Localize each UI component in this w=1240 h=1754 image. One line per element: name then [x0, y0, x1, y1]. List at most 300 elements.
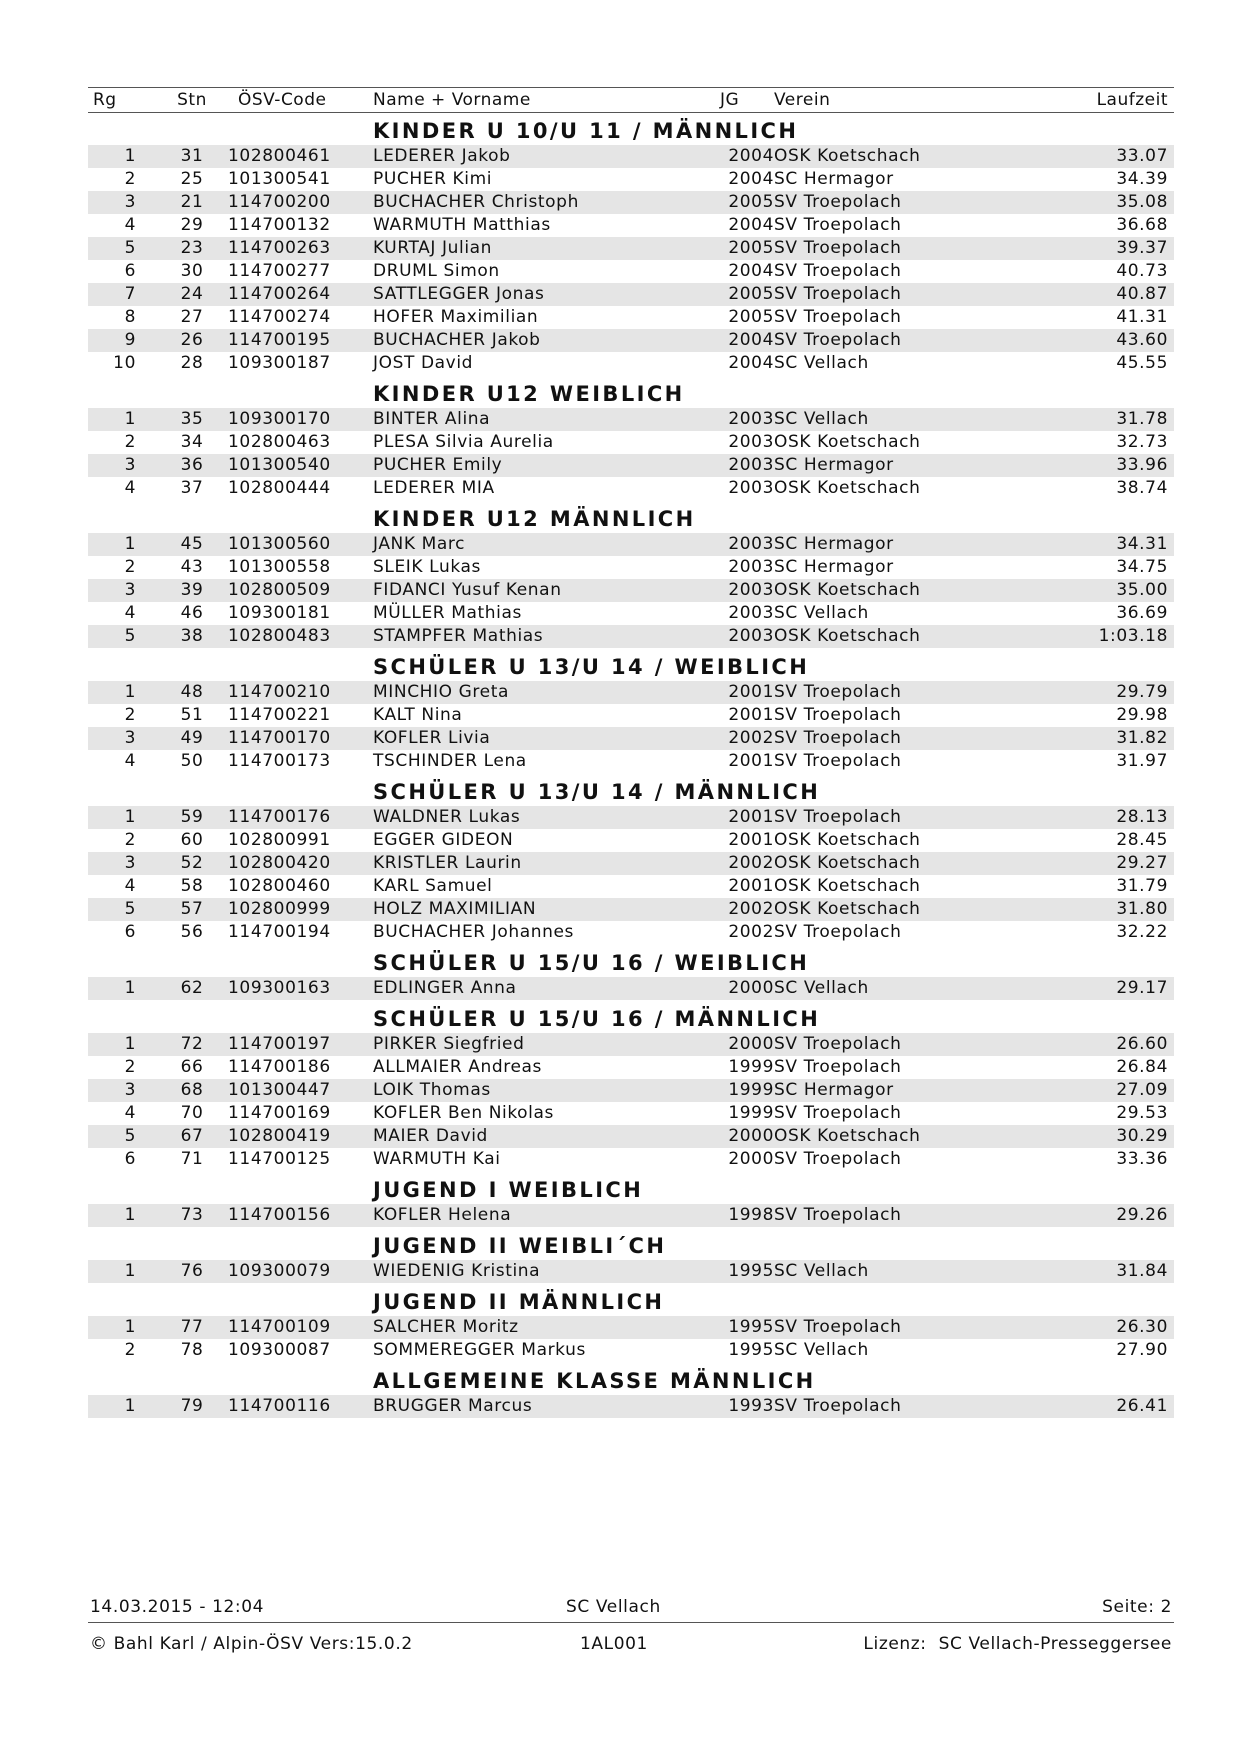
cell-code: 114700156 [228, 1205, 331, 1225]
table-row [88, 329, 1174, 352]
cell-code: 114700263 [228, 238, 331, 258]
cell-laufzeit: 34.75 [1116, 557, 1168, 577]
cell-rg: 9 [124, 330, 136, 350]
table-row [88, 556, 1174, 579]
table-row [88, 750, 1174, 773]
cell-verein: SV Troepolach [774, 1149, 902, 1169]
cell-rg: 2 [124, 705, 136, 725]
cell-name: HOLZ MAXIMILIAN [373, 899, 537, 919]
cell-laufzeit: 27.90 [1116, 1340, 1168, 1360]
cell-stn: 72 [180, 1034, 204, 1054]
cell-name: BUCHACHER Christoph [373, 192, 579, 212]
cell-rg: 1 [124, 682, 136, 702]
cell-name: STAMPFER Mathias [373, 626, 544, 646]
cell-verein: SV Troepolach [774, 307, 902, 327]
cell-laufzeit: 31.78 [1116, 409, 1168, 429]
cell-laufzeit: 32.22 [1116, 922, 1168, 942]
cell-code: 102800991 [228, 830, 331, 850]
cell-rg: 10 [113, 353, 136, 373]
cell-jg: 2005 [728, 307, 774, 327]
table-row [88, 260, 1174, 283]
cell-rg: 4 [124, 876, 136, 896]
cell-code: 114700200 [228, 192, 331, 212]
cell-name: PLESA Silvia Aurelia [373, 432, 554, 452]
cell-jg: 1995 [728, 1317, 774, 1337]
cell-name: BINTER Alina [373, 409, 491, 429]
header-name: Name + Vorname [373, 90, 531, 110]
cell-verein: SV Troepolach [774, 807, 902, 827]
cell-code: 102800509 [228, 580, 331, 600]
cell-laufzeit: 40.73 [1116, 261, 1168, 281]
cell-name: WARMUTH Kai [373, 1149, 501, 1169]
table-row [88, 454, 1174, 477]
cell-name: LOIK Thomas [373, 1080, 491, 1100]
cell-name: KOFLER Livia [373, 728, 491, 748]
cell-code: 102800483 [228, 626, 331, 646]
cell-jg: 2004 [728, 169, 774, 189]
cell-jg: 1995 [728, 1340, 774, 1360]
cell-stn: 34 [180, 432, 204, 452]
cell-name: KARL Samuel [373, 876, 493, 896]
cell-code: 102800420 [228, 853, 331, 873]
cell-rg: 5 [124, 626, 136, 646]
cell-name: JANK Marc [373, 534, 466, 554]
cell-rg: 5 [124, 238, 136, 258]
cell-rg: 1 [124, 807, 136, 827]
cell-code: 101300560 [228, 534, 331, 554]
cell-rg: 2 [124, 1057, 136, 1077]
cell-jg: 2001 [728, 876, 774, 896]
results-table [88, 112, 1174, 1418]
cell-rg: 7 [124, 284, 136, 304]
cell-verein: OSK Koetschach [774, 899, 921, 919]
cell-rg: 1 [124, 534, 136, 554]
cell-laufzeit: 31.97 [1116, 751, 1168, 771]
cell-laufzeit: 29.26 [1116, 1205, 1168, 1225]
table-row [88, 191, 1174, 214]
cell-laufzeit: 34.31 [1116, 534, 1168, 554]
cell-code: 114700194 [228, 922, 331, 942]
cell-laufzeit: 39.37 [1116, 238, 1168, 258]
cell-laufzeit: 31.82 [1116, 728, 1168, 748]
category-title: ALLGEMEINE KLASSE MÄNNLICH [373, 1369, 816, 1393]
cell-code: 102800419 [228, 1126, 331, 1146]
cell-laufzeit: 31.84 [1116, 1261, 1168, 1281]
table-row [88, 306, 1174, 329]
cell-stn: 43 [180, 557, 204, 577]
header-jg: JG [720, 90, 740, 110]
table-row [88, 727, 1174, 750]
cell-stn: 56 [180, 922, 204, 942]
cell-name: MAIER David [373, 1126, 488, 1146]
cell-jg: 2003 [728, 534, 774, 554]
category-title: JUGEND I WEIBLICH [373, 1178, 644, 1202]
table-row [88, 145, 1174, 168]
cell-name: KOFLER Ben Nikolas [373, 1103, 554, 1123]
table-row [88, 352, 1174, 375]
cell-stn: 27 [180, 307, 204, 327]
table-row [88, 431, 1174, 454]
cell-laufzeit: 26.60 [1116, 1034, 1168, 1054]
cell-jg: 2003 [728, 603, 774, 623]
cell-laufzeit: 31.79 [1116, 876, 1168, 896]
cell-stn: 57 [180, 899, 204, 919]
cell-code: 109300181 [228, 603, 331, 623]
cell-name: ALLMAIER Andreas [373, 1057, 542, 1077]
cell-rg: 1 [124, 1205, 136, 1225]
header-verein: Verein [774, 90, 831, 110]
cell-rg: 4 [124, 751, 136, 771]
cell-rg: 1 [124, 409, 136, 429]
cell-laufzeit: 27.09 [1116, 1080, 1168, 1100]
cell-laufzeit: 31.80 [1116, 899, 1168, 919]
cell-code: 114700109 [228, 1317, 331, 1337]
cell-laufzeit: 29.27 [1116, 853, 1168, 873]
cell-laufzeit: 43.60 [1116, 330, 1168, 350]
cell-name: EGGER GIDEON [373, 830, 514, 850]
cell-laufzeit: 35.08 [1116, 192, 1168, 212]
category-heading [88, 112, 1174, 145]
cell-laufzeit: 29.17 [1116, 978, 1168, 998]
header-code: ÖSV-Code [238, 90, 327, 110]
category-title: KINDER U 10/U 11 / MÄNNLICH [373, 119, 799, 143]
cell-code: 101300447 [228, 1080, 331, 1100]
cell-rg: 1 [124, 1317, 136, 1337]
cell-laufzeit: 33.07 [1116, 146, 1168, 166]
cell-rg: 6 [124, 922, 136, 942]
cell-laufzeit: 32.73 [1116, 432, 1168, 452]
cell-name: BUCHACHER Jakob [373, 330, 541, 350]
cell-jg: 2003 [728, 580, 774, 600]
cell-stn: 50 [180, 751, 204, 771]
cell-laufzeit: 36.68 [1116, 215, 1168, 235]
cell-name: TSCHINDER Lena [373, 751, 527, 771]
cell-laufzeit: 45.55 [1116, 353, 1168, 373]
cell-jg: 2003 [728, 409, 774, 429]
cell-code: 101300540 [228, 455, 331, 475]
cell-name: BRUGGER Marcus [373, 1396, 533, 1416]
cell-stn: 76 [180, 1261, 204, 1281]
cell-code: 102800444 [228, 478, 331, 498]
cell-verein: SV Troepolach [774, 238, 902, 258]
cell-name: PIRKER Siegfried [373, 1034, 525, 1054]
cell-rg: 3 [124, 728, 136, 748]
cell-jg: 2004 [728, 215, 774, 235]
cell-laufzeit: 33.96 [1116, 455, 1168, 475]
table-row [88, 1079, 1174, 1102]
cell-code: 114700173 [228, 751, 331, 771]
category-heading [88, 944, 1174, 977]
footer-top [88, 1594, 1174, 1623]
cell-verein: SV Troepolach [774, 1396, 902, 1416]
cell-stn: 59 [180, 807, 204, 827]
cell-laufzeit: 26.84 [1116, 1057, 1168, 1077]
cell-stn: 26 [180, 330, 204, 350]
cell-code: 102800460 [228, 876, 331, 896]
cell-stn: 29 [180, 215, 204, 235]
category-heading [88, 1000, 1174, 1033]
category-title: KINDER U12 WEIBLICH [373, 382, 685, 406]
cell-laufzeit: 41.31 [1116, 307, 1168, 327]
cell-name: JOST David [373, 353, 474, 373]
table-row [88, 681, 1174, 704]
cell-name: PUCHER Emily [373, 455, 503, 475]
cell-verein: SC Vellach [774, 978, 869, 998]
cell-name: KRISTLER Laurin [373, 853, 522, 873]
cell-name: WALDNER Lukas [373, 807, 521, 827]
cell-verein: SV Troepolach [774, 1103, 902, 1123]
cell-rg: 1 [124, 146, 136, 166]
cell-jg: 2004 [728, 330, 774, 350]
table-row [88, 1148, 1174, 1171]
table-row [88, 1395, 1174, 1418]
cell-verein: SC Vellach [774, 353, 869, 373]
table-row [88, 477, 1174, 500]
cell-code: 114700277 [228, 261, 331, 281]
cell-name: LEDERER Jakob [373, 146, 511, 166]
cell-jg: 2003 [728, 432, 774, 452]
cell-name: MÜLLER Mathias [373, 603, 522, 623]
cell-rg: 6 [124, 1149, 136, 1169]
cell-verein: OSK Koetschach [774, 146, 921, 166]
cell-name: SATTLEGGER Jonas [373, 284, 545, 304]
cell-laufzeit: 29.79 [1116, 682, 1168, 702]
cell-verein: SV Troepolach [774, 261, 902, 281]
cell-code: 109300163 [228, 978, 331, 998]
cell-stn: 30 [180, 261, 204, 281]
cell-name: WIEDENIG Kristina [373, 1261, 541, 1281]
table-row [88, 1125, 1174, 1148]
table-row [88, 408, 1174, 431]
cell-stn: 24 [180, 284, 204, 304]
cell-jg: 2000 [728, 978, 774, 998]
cell-stn: 79 [180, 1396, 204, 1416]
cell-stn: 38 [180, 626, 204, 646]
cell-jg: 2000 [728, 1034, 774, 1054]
cell-stn: 77 [180, 1317, 204, 1337]
cell-laufzeit: 38.74 [1116, 478, 1168, 498]
cell-name: LEDERER MIA [373, 478, 495, 498]
cell-stn: 28 [180, 353, 204, 373]
cell-jg: 2002 [728, 853, 774, 873]
cell-verein: SC Hermagor [774, 1080, 894, 1100]
cell-verein: OSK Koetschach [774, 876, 921, 896]
cell-rg: 2 [124, 1340, 136, 1360]
footer-license: Lizenz: SC Vellach-Presseggersee [863, 1634, 1172, 1654]
cell-rg: 2 [124, 169, 136, 189]
category-title: KINDER U12 MÄNNLICH [373, 507, 696, 531]
cell-verein: SV Troepolach [774, 192, 902, 212]
cell-verein: OSK Koetschach [774, 432, 921, 452]
table-row [88, 1316, 1174, 1339]
cell-stn: 60 [180, 830, 204, 850]
cell-code: 114700274 [228, 307, 331, 327]
cell-code: 114700116 [228, 1396, 331, 1416]
category-heading [88, 1362, 1174, 1395]
cell-jg: 2002 [728, 728, 774, 748]
cell-stn: 23 [180, 238, 204, 258]
cell-jg: 1993 [728, 1396, 774, 1416]
cell-stn: 73 [180, 1205, 204, 1225]
header-rg: Rg [93, 90, 117, 110]
cell-verein: SV Troepolach [774, 1205, 902, 1225]
footer-page-number: Seite: 2 [1102, 1597, 1172, 1617]
cell-verein: SV Troepolach [774, 922, 902, 942]
cell-verein: SC Hermagor [774, 169, 894, 189]
footer-copyright: © Bahl Karl / Alpin-ÖSV Vers:15.0.2 [90, 1634, 413, 1654]
cell-verein: SC Hermagor [774, 557, 894, 577]
cell-code: 102800461 [228, 146, 331, 166]
cell-jg: 2001 [728, 705, 774, 725]
cell-rg: 3 [124, 580, 136, 600]
category-title: SCHÜLER U 13/U 14 / WEIBLICH [373, 655, 810, 679]
category-heading [88, 1171, 1174, 1204]
cell-jg: 2004 [728, 146, 774, 166]
cell-code: 101300558 [228, 557, 331, 577]
cell-code: 114700186 [228, 1057, 331, 1077]
cell-rg: 1 [124, 1396, 136, 1416]
cell-code: 114700195 [228, 330, 331, 350]
cell-code: 114700210 [228, 682, 331, 702]
category-heading [88, 500, 1174, 533]
cell-verein: SC Vellach [774, 1261, 869, 1281]
cell-jg: 2003 [728, 455, 774, 475]
cell-stn: 52 [180, 853, 204, 873]
cell-stn: 37 [180, 478, 204, 498]
table-row [88, 579, 1174, 602]
cell-rg: 5 [124, 1126, 136, 1146]
category-title: JUGEND II MÄNNLICH [373, 1290, 665, 1314]
footer-bottom [88, 1631, 1174, 1657]
cell-code: 114700132 [228, 215, 331, 235]
cell-verein: SC Hermagor [774, 534, 894, 554]
table-row [88, 875, 1174, 898]
cell-jg: 2001 [728, 751, 774, 771]
cell-jg: 1999 [728, 1103, 774, 1123]
cell-verein: SV Troepolach [774, 215, 902, 235]
cell-rg: 4 [124, 215, 136, 235]
category-heading [88, 773, 1174, 806]
cell-code: 109300187 [228, 353, 331, 373]
cell-stn: 68 [180, 1080, 204, 1100]
cell-rg: 2 [124, 830, 136, 850]
cell-laufzeit: 28.45 [1116, 830, 1168, 850]
cell-jg: 2005 [728, 284, 774, 304]
cell-jg: 2004 [728, 353, 774, 373]
cell-jg: 2002 [728, 899, 774, 919]
cell-name: HOFER Maximilian [373, 307, 539, 327]
cell-name: SALCHER Moritz [373, 1317, 519, 1337]
cell-verein: SV Troepolach [774, 728, 902, 748]
cell-laufzeit: 30.29 [1116, 1126, 1168, 1146]
cell-verein: SV Troepolach [774, 751, 902, 771]
cell-rg: 1 [124, 1261, 136, 1281]
cell-rg: 6 [124, 261, 136, 281]
cell-verein: SV Troepolach [774, 1317, 902, 1337]
category-heading [88, 1283, 1174, 1316]
cell-code: 114700169 [228, 1103, 331, 1123]
cell-jg: 2000 [728, 1149, 774, 1169]
cell-code: 114700176 [228, 807, 331, 827]
cell-laufzeit: 36.69 [1116, 603, 1168, 623]
cell-laufzeit: 40.87 [1116, 284, 1168, 304]
category-heading [88, 1227, 1174, 1260]
cell-code: 109300079 [228, 1261, 331, 1281]
cell-laufzeit: 26.41 [1116, 1396, 1168, 1416]
cell-verein: SC Vellach [774, 409, 869, 429]
cell-stn: 39 [180, 580, 204, 600]
cell-verein: SV Troepolach [774, 705, 902, 725]
table-row [88, 898, 1174, 921]
cell-laufzeit: 35.00 [1116, 580, 1168, 600]
cell-jg: 2003 [728, 626, 774, 646]
cell-stn: 58 [180, 876, 204, 896]
cell-stn: 49 [180, 728, 204, 748]
cell-code: 114700264 [228, 284, 331, 304]
cell-stn: 36 [180, 455, 204, 475]
category-title: SCHÜLER U 15/U 16 / MÄNNLICH [373, 1007, 821, 1031]
cell-name: WARMUTH Matthias [373, 215, 551, 235]
cell-code: 109300087 [228, 1340, 331, 1360]
table-row [88, 852, 1174, 875]
table-row [88, 1339, 1174, 1362]
table-row [88, 806, 1174, 829]
table-row [88, 977, 1174, 1000]
header-laufzeit: Laufzeit [1096, 90, 1168, 110]
category-heading [88, 375, 1174, 408]
cell-verein: SV Troepolach [774, 682, 902, 702]
cell-rg: 1 [124, 978, 136, 998]
table-row [88, 921, 1174, 944]
cell-jg: 2000 [728, 1126, 774, 1146]
cell-jg: 2005 [728, 238, 774, 258]
cell-name: BUCHACHER Johannes [373, 922, 574, 942]
cell-name: KOFLER Helena [373, 1205, 512, 1225]
cell-verein: OSK Koetschach [774, 478, 921, 498]
table-row [88, 1260, 1174, 1283]
table-row [88, 829, 1174, 852]
cell-jg: 1995 [728, 1261, 774, 1281]
cell-stn: 21 [180, 192, 204, 212]
cell-stn: 25 [180, 169, 204, 189]
cell-verein: OSK Koetschach [774, 830, 921, 850]
cell-verein: SV Troepolach [774, 330, 902, 350]
cell-jg: 2003 [728, 557, 774, 577]
cell-name: PUCHER Kimi [373, 169, 493, 189]
category-title: SCHÜLER U 15/U 16 / WEIBLICH [373, 951, 810, 975]
cell-stn: 78 [180, 1340, 204, 1360]
cell-stn: 35 [180, 409, 204, 429]
cell-jg: 2001 [728, 830, 774, 850]
category-title: SCHÜLER U 13/U 14 / MÄNNLICH [373, 780, 821, 804]
cell-jg: 1999 [728, 1057, 774, 1077]
cell-verein: SC Vellach [774, 1340, 869, 1360]
cell-jg: 2004 [728, 261, 774, 281]
table-row [88, 1033, 1174, 1056]
cell-stn: 48 [180, 682, 204, 702]
table-row [88, 214, 1174, 237]
cell-laufzeit: 34.39 [1116, 169, 1168, 189]
cell-rg: 3 [124, 1080, 136, 1100]
cell-jg: 2002 [728, 922, 774, 942]
cell-laufzeit: 29.53 [1116, 1103, 1168, 1123]
cell-name: EDLINGER Anna [373, 978, 517, 998]
cell-laufzeit: 1:03.18 [1098, 626, 1168, 646]
cell-laufzeit: 28.13 [1116, 807, 1168, 827]
cell-jg: 2003 [728, 478, 774, 498]
cell-name: KURTAJ Julian [373, 238, 493, 258]
cell-verein: SV Troepolach [774, 1057, 902, 1077]
